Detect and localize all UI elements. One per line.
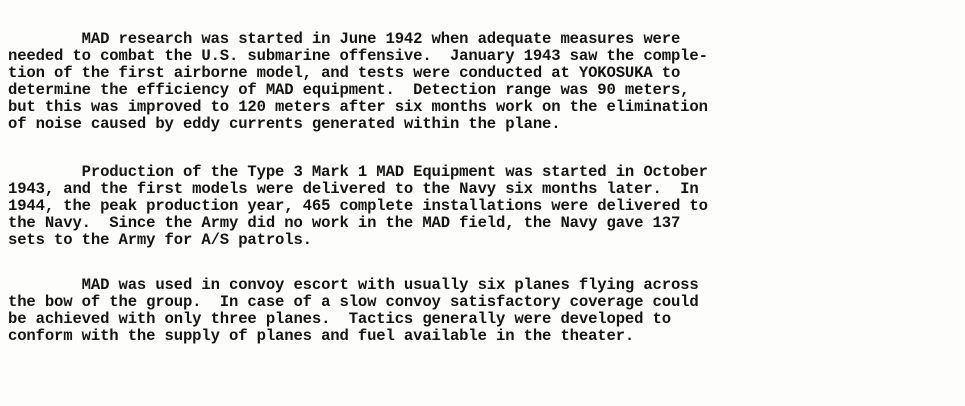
text-line: 1944, the peak production year, 465 complete installations were delivered to — [8, 196, 708, 215]
text-line: the bow of the group. In case of a slow convoy satisfactory coverage could — [8, 292, 699, 311]
text-line: MAD research was started in June 1942 when adequate measures were — [8, 30, 681, 48]
text-line: be achieved with only three planes. Tactics generally were developed to — [8, 309, 671, 328]
text-line: sets to the Army for A/S patrols. — [8, 230, 312, 249]
text-line: tion of the first airborne model, and tests were conducted at YOKOSUKA to — [8, 63, 681, 82]
text-line: Production of the Type 3 Mark 1 MAD Equipment was started in October — [8, 163, 708, 181]
paragraph-mad-research — [8, 31, 708, 132]
text-line: determine the efficiency of MAD equipment. Detection range was 90 meters, — [8, 80, 690, 99]
text-line: needed to combat the U.S. submarine offensive. January 1943 saw the comple- — [8, 46, 708, 65]
text-line: 1943, and the first models were delivered to the Navy six months later. In — [8, 179, 699, 198]
paragraph-production — [8, 164, 708, 249]
text-line: of noise caused by eddy currents generated within the plane. — [8, 114, 561, 133]
text-line: conform with the supply of planes and fuel available in the theater. — [8, 326, 635, 345]
text-line: MAD was used in convoy escort with usually six planes flying across — [8, 276, 699, 294]
text-line: but this was improved to 120 meters after six months work on the elimination — [8, 97, 708, 116]
text-line: the Navy. Since the Army did no work in the MAD field, the Navy gave 137 — [8, 213, 681, 232]
paragraph-convoy-escort — [8, 277, 699, 345]
